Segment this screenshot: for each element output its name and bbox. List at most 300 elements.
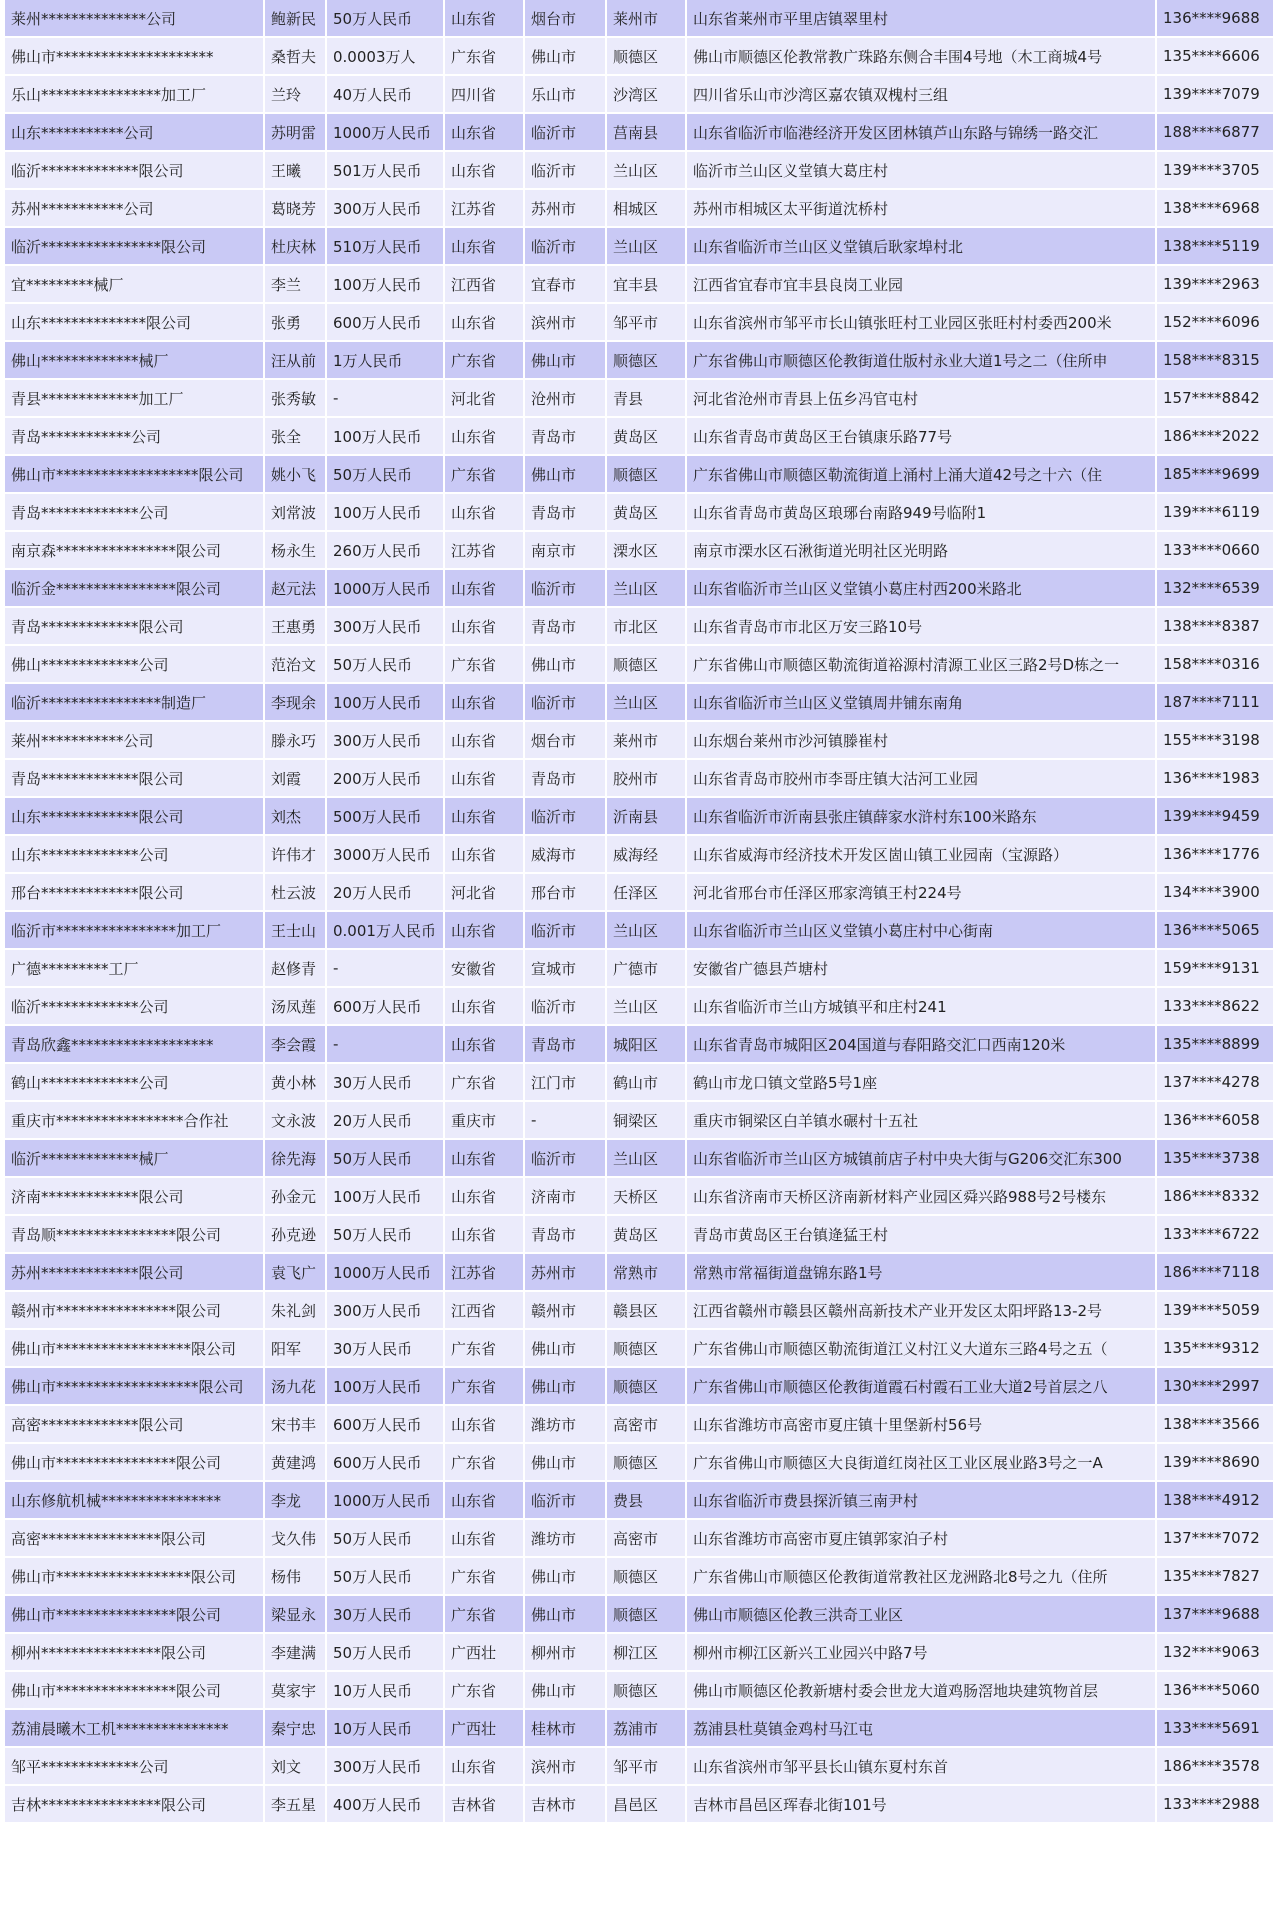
- city-cell: 宣城市: [525, 950, 607, 988]
- phone-cell: 136****1983: [1157, 760, 1275, 798]
- registered-capital-cell: 300万人民币: [327, 722, 445, 760]
- registered-capital-cell: 300万人民币: [327, 190, 445, 228]
- phone-cell: 139****6119: [1157, 494, 1275, 532]
- registered-capital-cell: -: [327, 1026, 445, 1064]
- company-cell: 临沂****************限公司: [5, 228, 265, 266]
- city-cell: 柳州市: [525, 1634, 607, 1672]
- address-cell: 山东省临沂市兰山区义堂镇小葛庄村中心街南: [687, 912, 1157, 950]
- company-cell: 南京森****************限公司: [5, 532, 265, 570]
- registered-capital-cell: 100万人民币: [327, 1178, 445, 1216]
- table-row: [5, 1748, 1275, 1786]
- contact-person-cell: 桑哲夫: [265, 38, 327, 76]
- address-cell: 广东省佛山市顺德区伦教街道仕版村永业大道1号之二（住所申: [687, 342, 1157, 380]
- district-cell: 城阳区: [607, 1026, 687, 1064]
- address-cell: 临沂市兰山区义堂镇大葛庄村: [687, 152, 1157, 190]
- contact-person-cell: 黄建鸿: [265, 1444, 327, 1482]
- contact-person-cell: 阳军: [265, 1330, 327, 1368]
- registered-capital-cell: 600万人民币: [327, 1444, 445, 1482]
- city-cell: 临沂市: [525, 152, 607, 190]
- company-cell: 佛山市******************限公司: [5, 1558, 265, 1596]
- city-cell: 烟台市: [525, 0, 607, 38]
- province-cell: 广东省: [445, 1558, 525, 1596]
- contact-person-cell: 苏明雷: [265, 114, 327, 152]
- city-cell: 苏州市: [525, 1254, 607, 1292]
- registered-capital-cell: 260万人民币: [327, 532, 445, 570]
- address-cell: 苏州市相城区太平街道沈桥村: [687, 190, 1157, 228]
- company-cell: 青岛*************公司: [5, 494, 265, 532]
- phone-cell: 136****6058: [1157, 1102, 1275, 1140]
- company-cell: 山东***********公司: [5, 114, 265, 152]
- company-cell: 临沂*************械厂: [5, 1140, 265, 1178]
- contact-person-cell: 杜云波: [265, 874, 327, 912]
- address-cell: 山东省临沂市兰山区义堂镇后耿家埠村北: [687, 228, 1157, 266]
- city-cell: 乐山市: [525, 76, 607, 114]
- address-cell: 山东省青岛市黄岛区琅琊台南路949号临附1: [687, 494, 1157, 532]
- province-cell: 安徽省: [445, 950, 525, 988]
- province-cell: 山东省: [445, 228, 525, 266]
- contact-person-cell: 秦宁忠: [265, 1710, 327, 1748]
- company-cell: 山东修航机械****************: [5, 1482, 265, 1520]
- address-cell: 安徽省广德县芦塘村: [687, 950, 1157, 988]
- registered-capital-cell: 30万人民币: [327, 1330, 445, 1368]
- address-cell: 柳州市柳江区新兴工业园兴中路7号: [687, 1634, 1157, 1672]
- province-cell: 江苏省: [445, 1254, 525, 1292]
- contact-person-cell: 黄小林: [265, 1064, 327, 1102]
- phone-cell: 186****2022: [1157, 418, 1275, 456]
- table-row: [5, 1026, 1275, 1064]
- table-row: [5, 190, 1275, 228]
- district-cell: 黄岛区: [607, 418, 687, 456]
- phone-cell: 139****7079: [1157, 76, 1275, 114]
- table-row: [5, 722, 1275, 760]
- address-cell: 山东省青岛市胶州市李哥庄镇大沽河工业园: [687, 760, 1157, 798]
- contact-person-cell: 刘杰: [265, 798, 327, 836]
- registered-capital-cell: 10万人民币: [327, 1672, 445, 1710]
- province-cell: 广东省: [445, 1672, 525, 1710]
- province-cell: 山东省: [445, 418, 525, 456]
- district-cell: 莱州市: [607, 722, 687, 760]
- table-row: [5, 456, 1275, 494]
- district-cell: 兰山区: [607, 570, 687, 608]
- address-cell: 山东省潍坊市高密市夏庄镇郭家泊子村: [687, 1520, 1157, 1558]
- table-row: [5, 304, 1275, 342]
- city-cell: 佛山市: [525, 1444, 607, 1482]
- province-cell: 广东省: [445, 342, 525, 380]
- district-cell: 顺德区: [607, 38, 687, 76]
- address-cell: 南京市溧水区石湫街道光明社区光明路: [687, 532, 1157, 570]
- province-cell: 山东省: [445, 684, 525, 722]
- company-cell: 赣州市****************限公司: [5, 1292, 265, 1330]
- district-cell: 胶州市: [607, 760, 687, 798]
- table-row: [5, 646, 1275, 684]
- phone-cell: 138****3566: [1157, 1406, 1275, 1444]
- address-cell: 青岛市黄岛区王台镇逄猛王村: [687, 1216, 1157, 1254]
- registered-capital-cell: -: [327, 380, 445, 418]
- district-cell: 顺德区: [607, 646, 687, 684]
- company-cell: 青县*************加工厂: [5, 380, 265, 418]
- city-cell: 潍坊市: [525, 1520, 607, 1558]
- district-cell: 常熟市: [607, 1254, 687, 1292]
- table-row: [5, 1140, 1275, 1178]
- phone-cell: 133****6722: [1157, 1216, 1275, 1254]
- address-cell: 山东省青岛市市北区万安三路10号: [687, 608, 1157, 646]
- registered-capital-cell: 50万人民币: [327, 0, 445, 38]
- company-table-body: [5, 0, 1275, 1824]
- contact-person-cell: 李现余: [265, 684, 327, 722]
- registered-capital-cell: 50万人民币: [327, 1216, 445, 1254]
- city-cell: 佛山市: [525, 1558, 607, 1596]
- address-cell: 山东省临沂市兰山方城镇平和庄村241: [687, 988, 1157, 1026]
- table-row: [5, 836, 1275, 874]
- phone-cell: 155****3198: [1157, 722, 1275, 760]
- province-cell: 山东省: [445, 1748, 525, 1786]
- city-cell: 邢台市: [525, 874, 607, 912]
- address-cell: 佛山市顺德区伦教三洪奇工业区: [687, 1596, 1157, 1634]
- address-cell: 四川省乐山市沙湾区嘉农镇双槐村三组: [687, 76, 1157, 114]
- district-cell: 兰山区: [607, 152, 687, 190]
- company-cell: 青岛*************限公司: [5, 608, 265, 646]
- registered-capital-cell: 500万人民币: [327, 798, 445, 836]
- phone-cell: 135****7827: [1157, 1558, 1275, 1596]
- company-cell: 济南*************限公司: [5, 1178, 265, 1216]
- district-cell: 顺德区: [607, 1444, 687, 1482]
- address-cell: 山东省威海市经济技术开发区崮山镇工业园南（宝源路）: [687, 836, 1157, 874]
- company-cell: 佛山市*******************限公司: [5, 456, 265, 494]
- registered-capital-cell: 50万人民币: [327, 1140, 445, 1178]
- district-cell: 荔浦市: [607, 1710, 687, 1748]
- province-cell: 山东省: [445, 988, 525, 1026]
- registered-capital-cell: 100万人民币: [327, 684, 445, 722]
- phone-cell: 136****1776: [1157, 836, 1275, 874]
- contact-person-cell: 梁显永: [265, 1596, 327, 1634]
- table-row: [5, 494, 1275, 532]
- contact-person-cell: 鲍新民: [265, 0, 327, 38]
- company-cell: 佛山*************公司: [5, 646, 265, 684]
- registered-capital-cell: 400万人民币: [327, 1786, 445, 1824]
- city-cell: 桂林市: [525, 1710, 607, 1748]
- address-cell: 山东省临沂市费县探沂镇三南尹村: [687, 1482, 1157, 1520]
- district-cell: 高密市: [607, 1406, 687, 1444]
- company-cell: 青岛欣鑫*******************: [5, 1026, 265, 1064]
- contact-person-cell: 张全: [265, 418, 327, 456]
- company-cell: 临沂市****************加工厂: [5, 912, 265, 950]
- company-cell: 荔浦晨曦木工机***************: [5, 1710, 265, 1748]
- address-cell: 常熟市常福街道盘锦东路1号: [687, 1254, 1157, 1292]
- contact-person-cell: 李龙: [265, 1482, 327, 1520]
- province-cell: 山东省: [445, 1026, 525, 1064]
- contact-person-cell: 范治文: [265, 646, 327, 684]
- table-row: [5, 1178, 1275, 1216]
- registered-capital-cell: 600万人民币: [327, 304, 445, 342]
- table-row: [5, 1520, 1275, 1558]
- province-cell: 广东省: [445, 1368, 525, 1406]
- phone-cell: 137****4278: [1157, 1064, 1275, 1102]
- address-cell: 重庆市铜梁区白羊镇水碾村十五社: [687, 1102, 1157, 1140]
- contact-person-cell: 戈久伟: [265, 1520, 327, 1558]
- district-cell: 相城区: [607, 190, 687, 228]
- address-cell: 广东省佛山市顺德区伦教街道常教社区龙洲路北8号之九（住所: [687, 1558, 1157, 1596]
- district-cell: 宜丰县: [607, 266, 687, 304]
- address-cell: 山东烟台莱州市沙河镇滕崔村: [687, 722, 1157, 760]
- registered-capital-cell: -: [327, 950, 445, 988]
- registered-capital-cell: 30万人民币: [327, 1596, 445, 1634]
- district-cell: 顺德区: [607, 1330, 687, 1368]
- company-cell: 宜*********械厂: [5, 266, 265, 304]
- province-cell: 山东省: [445, 1140, 525, 1178]
- contact-person-cell: 杜庆林: [265, 228, 327, 266]
- table-row: [5, 1634, 1275, 1672]
- contact-person-cell: 文永波: [265, 1102, 327, 1140]
- registered-capital-cell: 1000万人民币: [327, 114, 445, 152]
- province-cell: 山东省: [445, 152, 525, 190]
- phone-cell: 132****6539: [1157, 570, 1275, 608]
- company-cell: 鹤山*************公司: [5, 1064, 265, 1102]
- company-cell: 佛山市****************限公司: [5, 1596, 265, 1634]
- table-row: [5, 1444, 1275, 1482]
- contact-person-cell: 赵元法: [265, 570, 327, 608]
- district-cell: 顺德区: [607, 342, 687, 380]
- phone-cell: 135****6606: [1157, 38, 1275, 76]
- company-cell: 山东**************限公司: [5, 304, 265, 342]
- company-cell: 佛山*************械厂: [5, 342, 265, 380]
- contact-person-cell: 莫家宇: [265, 1672, 327, 1710]
- city-cell: 青岛市: [525, 608, 607, 646]
- city-cell: 临沂市: [525, 912, 607, 950]
- contact-person-cell: 李建满: [265, 1634, 327, 1672]
- table-row: [5, 266, 1275, 304]
- city-cell: 潍坊市: [525, 1406, 607, 1444]
- registered-capital-cell: 100万人民币: [327, 418, 445, 456]
- phone-cell: 158****8315: [1157, 342, 1275, 380]
- city-cell: 赣州市: [525, 1292, 607, 1330]
- district-cell: 顺德区: [607, 456, 687, 494]
- contact-person-cell: 刘霞: [265, 760, 327, 798]
- phone-cell: 137****9688: [1157, 1596, 1275, 1634]
- table-row: [5, 1292, 1275, 1330]
- province-cell: 山东省: [445, 1520, 525, 1558]
- province-cell: 广东省: [445, 456, 525, 494]
- district-cell: 市北区: [607, 608, 687, 646]
- city-cell: 佛山市: [525, 456, 607, 494]
- district-cell: 高密市: [607, 1520, 687, 1558]
- phone-cell: 137****7072: [1157, 1520, 1275, 1558]
- city-cell: 南京市: [525, 532, 607, 570]
- phone-cell: 133****8622: [1157, 988, 1275, 1026]
- province-cell: 山东省: [445, 1406, 525, 1444]
- phone-cell: 186****8332: [1157, 1178, 1275, 1216]
- address-cell: 佛山市顺德区伦教常教广珠路东侧合丰围4号地（木工商城4号: [687, 38, 1157, 76]
- province-cell: 山东省: [445, 570, 525, 608]
- address-cell: 山东省潍坊市高密市夏庄镇十里堡新村56号: [687, 1406, 1157, 1444]
- district-cell: 天桥区: [607, 1178, 687, 1216]
- table-row: [5, 1710, 1275, 1748]
- contact-person-cell: 李五星: [265, 1786, 327, 1824]
- city-cell: 青岛市: [525, 1216, 607, 1254]
- address-cell: 山东省莱州市平里店镇翠里村: [687, 0, 1157, 38]
- phone-cell: 186****3578: [1157, 1748, 1275, 1786]
- registered-capital-cell: 50万人民币: [327, 1520, 445, 1558]
- district-cell: 兰山区: [607, 1140, 687, 1178]
- table-row: [5, 684, 1275, 722]
- address-cell: 山东省临沂市兰山区义堂镇小葛庄村西200米路北: [687, 570, 1157, 608]
- city-cell: 临沂市: [525, 570, 607, 608]
- district-cell: 兰山区: [607, 684, 687, 722]
- district-cell: 费县: [607, 1482, 687, 1520]
- district-cell: 莒南县: [607, 114, 687, 152]
- table-row: [5, 798, 1275, 836]
- city-cell: 沧州市: [525, 380, 607, 418]
- company-cell: 苏州*************限公司: [5, 1254, 265, 1292]
- company-table: [5, 0, 1275, 1824]
- district-cell: 兰山区: [607, 228, 687, 266]
- contact-person-cell: 朱礼剑: [265, 1292, 327, 1330]
- contact-person-cell: 杨伟: [265, 1558, 327, 1596]
- table-row: [5, 1596, 1275, 1634]
- address-cell: 广东省佛山市顺德区勒流街道裕源村清源工业区三路2号D栋之一: [687, 646, 1157, 684]
- registered-capital-cell: 600万人民币: [327, 988, 445, 1026]
- table-row: [5, 532, 1275, 570]
- address-cell: 广东省佛山市顺德区勒流街道上涌村上涌大道42号之十六（住: [687, 456, 1157, 494]
- address-cell: 广东省佛山市顺德区大良街道红岗社区工业区展业路3号之一A: [687, 1444, 1157, 1482]
- company-cell: 山东*************限公司: [5, 798, 265, 836]
- contact-person-cell: 汤九花: [265, 1368, 327, 1406]
- city-cell: 佛山市: [525, 1330, 607, 1368]
- registered-capital-cell: 100万人民币: [327, 1368, 445, 1406]
- contact-person-cell: 葛晓芳: [265, 190, 327, 228]
- company-cell: 邹平*************公司: [5, 1748, 265, 1786]
- city-cell: 青岛市: [525, 418, 607, 456]
- city-cell: 青岛市: [525, 494, 607, 532]
- district-cell: 顺德区: [607, 1558, 687, 1596]
- address-cell: 山东省临沂市临港经济开发区团林镇芦山东路与锦绣一路交汇: [687, 114, 1157, 152]
- registered-capital-cell: 200万人民币: [327, 760, 445, 798]
- registered-capital-cell: 50万人民币: [327, 1634, 445, 1672]
- table-row: [5, 912, 1275, 950]
- city-cell: 临沂市: [525, 798, 607, 836]
- table-row: [5, 418, 1275, 456]
- company-cell: 邢台*************限公司: [5, 874, 265, 912]
- district-cell: 赣县区: [607, 1292, 687, 1330]
- province-cell: 吉林省: [445, 1786, 525, 1824]
- province-cell: 广东省: [445, 1596, 525, 1634]
- registered-capital-cell: 30万人民币: [327, 1064, 445, 1102]
- province-cell: 山东省: [445, 912, 525, 950]
- district-cell: 青县: [607, 380, 687, 418]
- registered-capital-cell: 300万人民币: [327, 1292, 445, 1330]
- contact-person-cell: 王曦: [265, 152, 327, 190]
- contact-person-cell: 杨永生: [265, 532, 327, 570]
- city-cell: 济南市: [525, 1178, 607, 1216]
- province-cell: 山东省: [445, 0, 525, 38]
- address-cell: 山东省临沂市兰山区义堂镇周井铺东南角: [687, 684, 1157, 722]
- district-cell: 柳江区: [607, 1634, 687, 1672]
- province-cell: 江苏省: [445, 190, 525, 228]
- district-cell: 鹤山市: [607, 1064, 687, 1102]
- city-cell: 滨州市: [525, 1748, 607, 1786]
- registered-capital-cell: 20万人民币: [327, 1102, 445, 1140]
- phone-cell: 135****9312: [1157, 1330, 1275, 1368]
- district-cell: 邹平市: [607, 304, 687, 342]
- district-cell: 任泽区: [607, 874, 687, 912]
- province-cell: 江西省: [445, 1292, 525, 1330]
- province-cell: 河北省: [445, 874, 525, 912]
- company-cell: 佛山市****************限公司: [5, 1672, 265, 1710]
- province-cell: 山东省: [445, 494, 525, 532]
- phone-cell: 136****5060: [1157, 1672, 1275, 1710]
- contact-person-cell: 孙金元: [265, 1178, 327, 1216]
- district-cell: 溧水区: [607, 532, 687, 570]
- phone-cell: 133****5691: [1157, 1710, 1275, 1748]
- address-cell: 江西省赣州市赣县区赣州高新技术产业开发区太阳坪路13-2号: [687, 1292, 1157, 1330]
- city-cell: 临沂市: [525, 988, 607, 1026]
- province-cell: 山东省: [445, 114, 525, 152]
- company-cell: 吉林****************限公司: [5, 1786, 265, 1824]
- city-cell: 江门市: [525, 1064, 607, 1102]
- contact-person-cell: 宋书丰: [265, 1406, 327, 1444]
- district-cell: 顺德区: [607, 1368, 687, 1406]
- table-row: [5, 38, 1275, 76]
- table-row: [5, 1672, 1275, 1710]
- company-cell: 高密****************限公司: [5, 1520, 265, 1558]
- province-cell: 广西壮: [445, 1634, 525, 1672]
- contact-person-cell: 滕永巧: [265, 722, 327, 760]
- registered-capital-cell: 3000万人民币: [327, 836, 445, 874]
- district-cell: 昌邑区: [607, 1786, 687, 1824]
- province-cell: 四川省: [445, 76, 525, 114]
- city-cell: 临沂市: [525, 114, 607, 152]
- company-cell: 青岛*************限公司: [5, 760, 265, 798]
- province-cell: 广东省: [445, 646, 525, 684]
- phone-cell: 158****0316: [1157, 646, 1275, 684]
- province-cell: 广东省: [445, 1064, 525, 1102]
- contact-person-cell: 王惠勇: [265, 608, 327, 646]
- registered-capital-cell: 1000万人民币: [327, 570, 445, 608]
- city-cell: 临沂市: [525, 1482, 607, 1520]
- address-cell: 河北省沧州市青县上伍乡冯官屯村: [687, 380, 1157, 418]
- province-cell: 重庆市: [445, 1102, 525, 1140]
- address-cell: 佛山市顺德区伦教新塘村委会世龙大道鸡肠滘地块建筑物首层: [687, 1672, 1157, 1710]
- province-cell: 山东省: [445, 722, 525, 760]
- address-cell: 山东省青岛市黄岛区王台镇康乐路77号: [687, 418, 1157, 456]
- contact-person-cell: 汤凤莲: [265, 988, 327, 1026]
- city-cell: 佛山市: [525, 1596, 607, 1634]
- registered-capital-cell: 600万人民币: [327, 1406, 445, 1444]
- contact-person-cell: 袁飞广: [265, 1254, 327, 1292]
- district-cell: 黄岛区: [607, 1216, 687, 1254]
- city-cell: 宜春市: [525, 266, 607, 304]
- company-cell: 临沂*************公司: [5, 988, 265, 1026]
- contact-person-cell: 汪从前: [265, 342, 327, 380]
- table-row: [5, 570, 1275, 608]
- province-cell: 山东省: [445, 1178, 525, 1216]
- table-row: [5, 0, 1275, 38]
- registered-capital-cell: 510万人民币: [327, 228, 445, 266]
- phone-cell: 186****7118: [1157, 1254, 1275, 1292]
- company-cell: 临沂金****************限公司: [5, 570, 265, 608]
- registered-capital-cell: 50万人民币: [327, 456, 445, 494]
- address-cell: 山东省临沂市兰山区方城镇前店子村中央大街与G206交汇东300: [687, 1140, 1157, 1178]
- province-cell: 山东省: [445, 760, 525, 798]
- city-cell: 青岛市: [525, 760, 607, 798]
- city-cell: 佛山市: [525, 342, 607, 380]
- company-cell: 莱州**************公司: [5, 0, 265, 38]
- phone-cell: 185****9699: [1157, 456, 1275, 494]
- table-row: [5, 152, 1275, 190]
- registered-capital-cell: 501万人民币: [327, 152, 445, 190]
- district-cell: 莱州市: [607, 0, 687, 38]
- province-cell: 江苏省: [445, 532, 525, 570]
- district-cell: 广德市: [607, 950, 687, 988]
